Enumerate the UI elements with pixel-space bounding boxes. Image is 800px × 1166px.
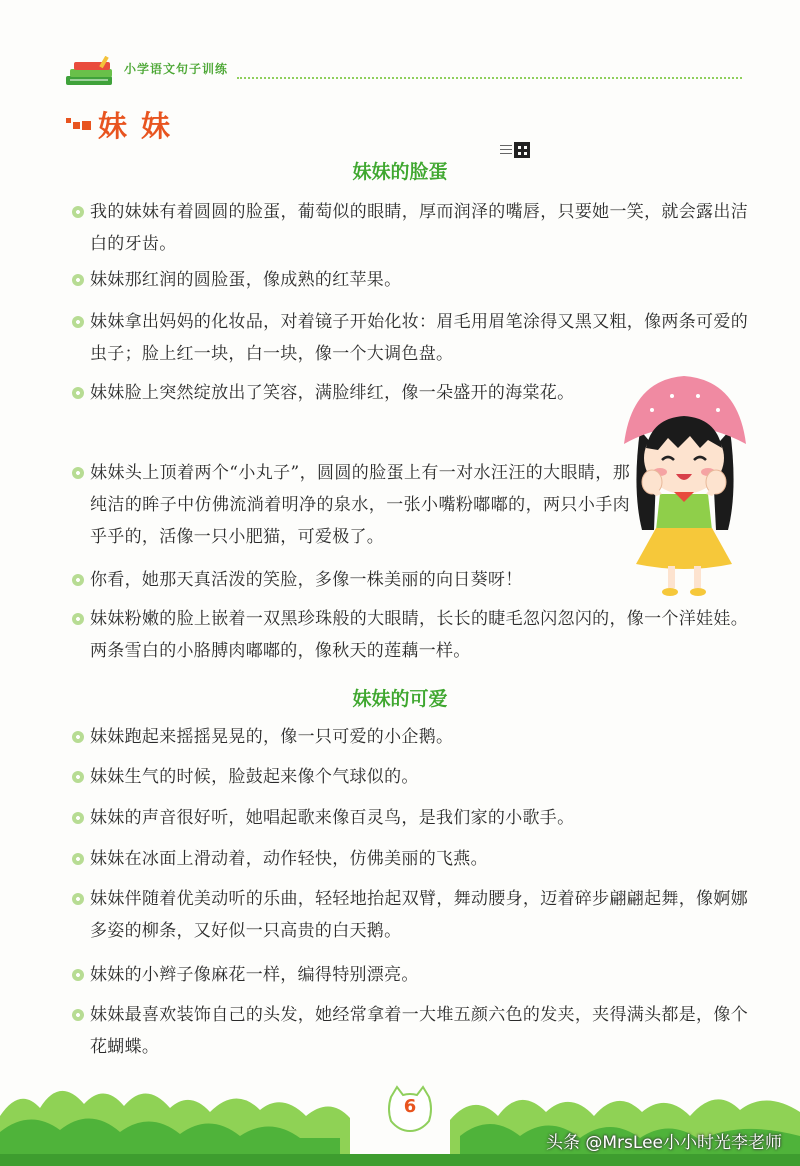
list-item: 妹妹伴随着优美动听的乐曲，轻轻地抬起双臂，舞动腰身，迈着碎步翩翩起舞，像婀娜多姿的柳条，又好似一只高贵的白天鹅。 bbox=[90, 883, 748, 947]
bullet-icon bbox=[72, 771, 84, 783]
page-number: 6 bbox=[403, 1096, 417, 1117]
bullet-icon bbox=[72, 1009, 84, 1021]
bullet-icon bbox=[72, 812, 84, 824]
list-item: 妹妹在冰面上滑动着，动作轻快，仿佛美丽的飞燕。 bbox=[90, 843, 748, 875]
bullet-icon bbox=[72, 731, 84, 743]
bullet-icon bbox=[72, 969, 84, 981]
watermark: 头条 @MrsLee小小时光李老师 bbox=[545, 1133, 782, 1153]
list-item: 妹妹生气的时候，脸鼓起来像个气球似的。 bbox=[90, 761, 748, 793]
list-item: 妹妹最喜欢装饰自己的头发，她经常拿着一大堆五颜六色的发夹，夹得满头都是，像个花蝴蝶。 bbox=[90, 999, 748, 1063]
bullet-icon bbox=[72, 853, 84, 865]
list-item: 妹妹拿出妈妈的化妆品，对着镜子开始化妆：眉毛用眉笔涂得又黑又粗，像两条可爱的虫子；脸上红一块，白一块，像一个大调色盘。 bbox=[90, 306, 748, 370]
title-mark-icon bbox=[66, 118, 92, 132]
girl-illustration bbox=[612, 370, 757, 600]
list-item: 妹妹跑起来摇摇晃晃的，像一只可爱的小企鹅。 bbox=[90, 721, 748, 753]
bullet-icon bbox=[72, 206, 84, 218]
page-header bbox=[62, 52, 742, 92]
subsection-title: 妹妹的可爱 bbox=[352, 688, 448, 710]
list-item: 妹妹粉嫩的脸上嵌着一双黑珍珠般的大眼睛，长长的睫毛忽闪忽闪的，像一个洋娃娃。两条雪白的小胳膊肉嘟嘟的，像秋天的莲藕一样。 bbox=[90, 603, 748, 667]
list-item: 你看，她那天真活泼的笑脸，多像一株美丽的向日葵呀！ bbox=[90, 564, 748, 596]
bullet-icon bbox=[72, 274, 84, 286]
bullet-icon bbox=[72, 467, 84, 479]
books-icon bbox=[62, 56, 118, 88]
bullet-icon bbox=[72, 387, 84, 399]
header-divider bbox=[237, 77, 742, 79]
section-title-text: 妹妹 bbox=[98, 109, 185, 143]
list-item: 妹妹的声音很好听，她唱起歌来像百灵鸟，是我们家的小歌手。 bbox=[90, 802, 748, 834]
list-item: 妹妹那红润的圆脸蛋，像成熟的红苹果。 bbox=[90, 264, 748, 296]
subsection-title: 妹妹的脸蛋 bbox=[352, 161, 448, 183]
list-item: 妹妹头上顶着两个“小丸子”，圆圆的脸蛋上有一对水汪汪的大眼睛，那纯洁的眸子中仿佛流淌着明净的泉水，一张小嘴粉嘟嘟的，两只小手肉乎乎的，活像一只小肥猫，可爱极了。 bbox=[90, 457, 630, 553]
series-title: 小学语文句子训练 bbox=[124, 62, 229, 76]
list-item: 我的妹妹有着圆圆的脸蛋，葡萄似的眼睛，厚而润泽的嘴唇，只要她一笑，就会露出洁白的牙齿。 bbox=[90, 196, 748, 260]
bullet-icon bbox=[72, 613, 84, 625]
list-item: 妹妹脸上突然绽放出了笑容，满脸绯红，像一朵盛开的海棠花。 bbox=[90, 377, 630, 409]
bullet-icon bbox=[72, 574, 84, 586]
bullet-icon bbox=[72, 316, 84, 328]
bullet-icon bbox=[72, 893, 84, 905]
list-item: 妹妹的小辫子像麻花一样，编得特别漂亮。 bbox=[90, 959, 748, 991]
